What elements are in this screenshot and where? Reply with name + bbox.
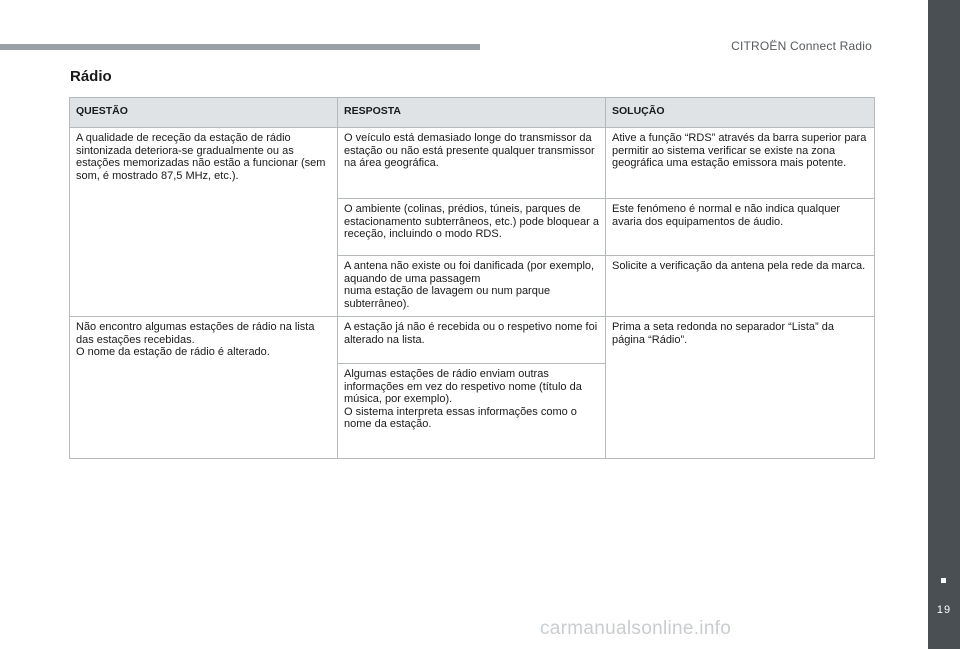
solution-cell: Prima a seta redonda no separador “Lista” da página “Rádio”. bbox=[606, 317, 875, 459]
answer-cell: O ambiente (colinas, prédios, túneis, parques de estacionamento subterrâneos, etc.) pode bloquear a receção, incluindo o modo RDS. bbox=[338, 199, 606, 256]
table-header-row bbox=[70, 98, 875, 128]
question-cell: Não encontro algumas estações de rádio na lista das estações recebidas. O nome da estação de rádio é alterado. bbox=[70, 317, 338, 459]
solution-cell: Ative a função “RDS” através da barra superior para permitir ao sistema verificar se existe na zona geográfica uma estação emissora mais potente. bbox=[606, 128, 875, 199]
table-row bbox=[70, 128, 875, 199]
header-answer: RESPOSTA bbox=[338, 98, 606, 128]
continuation-marker-icon bbox=[941, 578, 946, 583]
solution-cell: Este fenómeno é normal e não indica qualquer avaria dos equipamentos de áudio. bbox=[606, 199, 875, 256]
solution-cell: Solicite a verificação da antena pela rede da marca. bbox=[606, 256, 875, 317]
faq-table bbox=[69, 97, 875, 459]
brand-title: CITROËN Connect Radio bbox=[731, 39, 872, 53]
answer-cell: Algumas estações de rádio enviam outras informações em vez do respetivo nome (título da música, por exemplo). O sistema interpreta essas informações como o nome da estação. bbox=[338, 364, 606, 459]
watermark-text: carmanualsonline.info bbox=[540, 618, 732, 639]
question-cell: A qualidade de receção da estação de rádio sintonizada deteriora-se gradualmente ou as estações memorizadas não estão a funcionar (sem som, é mostrado 87,5 MHz, etc.). bbox=[70, 128, 338, 317]
header-rule bbox=[0, 44, 480, 50]
header-question: QUESTÃO bbox=[70, 98, 338, 128]
header-solution: SOLUÇÃO bbox=[606, 98, 875, 128]
table-row bbox=[70, 317, 875, 364]
section-title: Rádio bbox=[70, 68, 112, 85]
answer-cell: O veículo está demasiado longe do transmissor da estação ou não está presente qualquer transmissor na área geográfica. bbox=[338, 128, 606, 199]
page-number: 19 bbox=[936, 604, 952, 616]
answer-cell: A estação já não é recebida ou o respetivo nome foi alterado na lista. bbox=[338, 317, 606, 364]
answer-cell: A antena não existe ou foi danificada (por exemplo, aquando de uma passagem numa estação de lavagem ou num parque subterrâneo). bbox=[338, 256, 606, 317]
side-band bbox=[928, 0, 960, 649]
